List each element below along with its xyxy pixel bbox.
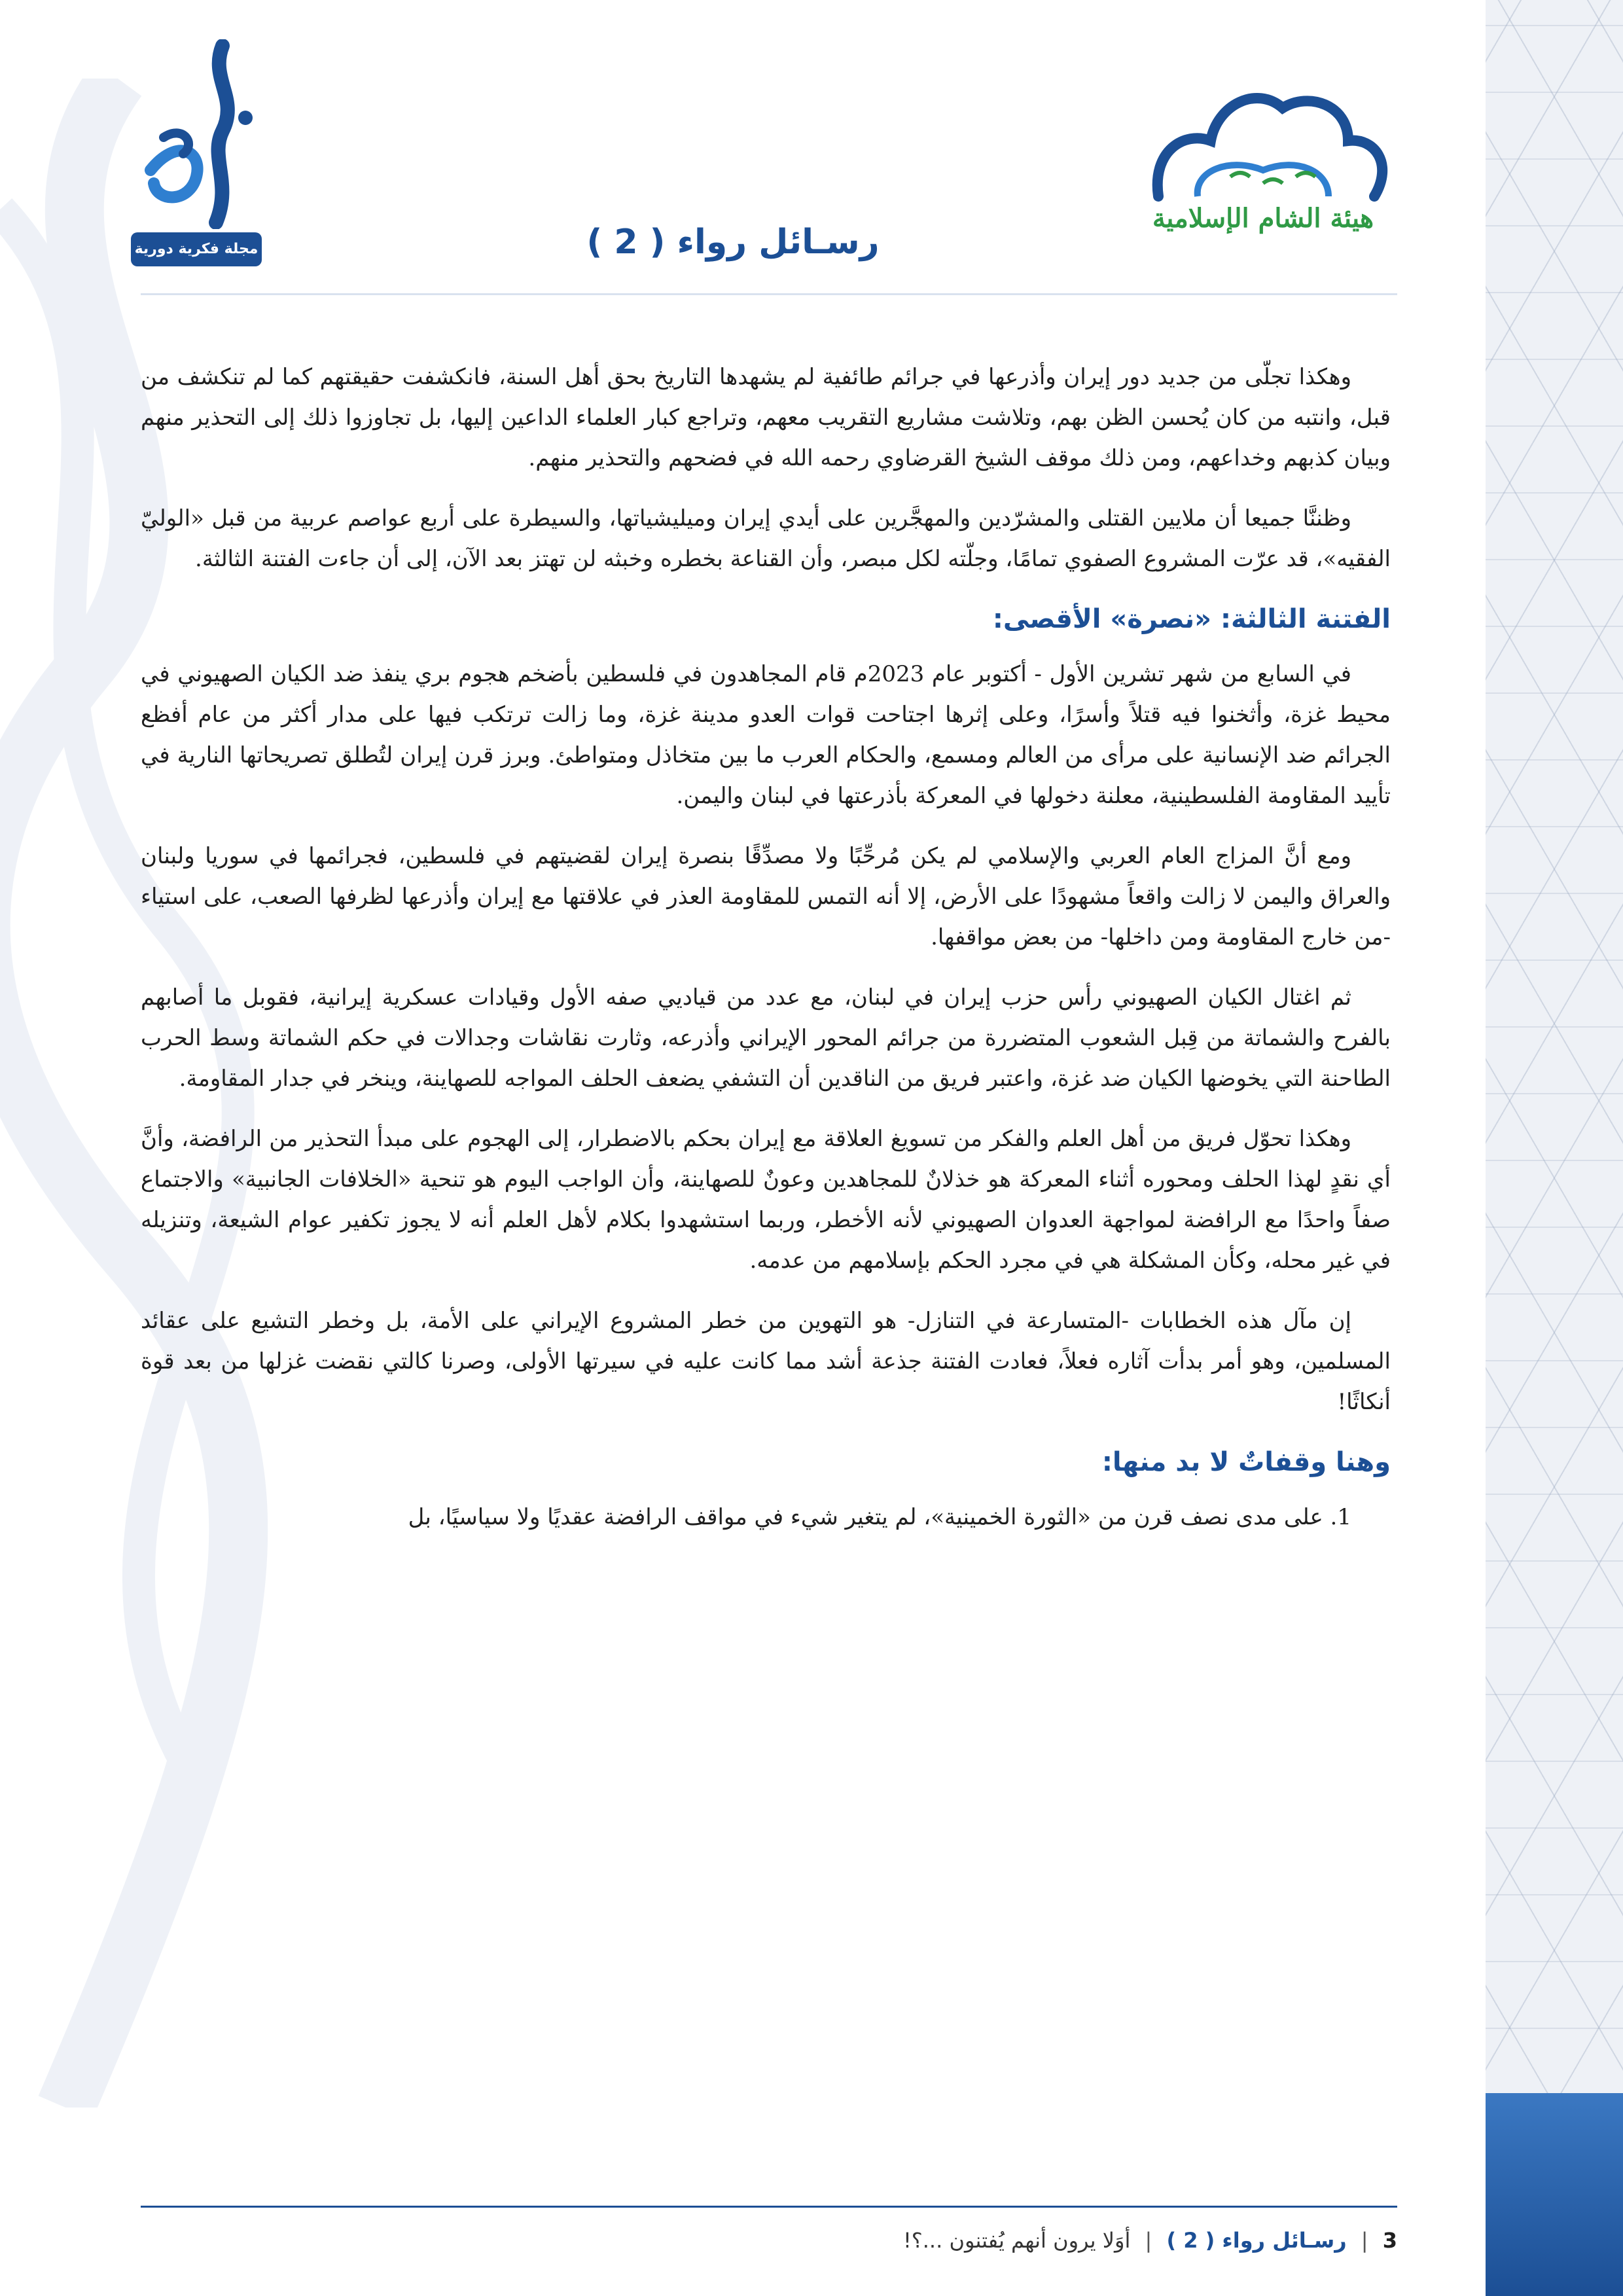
footer-separator: | [1145,2228,1152,2253]
magazine-tag: مجلة فكرية دورية [131,232,262,266]
decorative-strip-block [1486,2093,1623,2296]
paragraph: ومع أنَّ المزاج العام العربي والإسلامي لم يكن مُرحِّبًا ولا مصدِّقًا بنصرة إيران لقضيتهم في فلسطين، فجرائمها في سوريا ولبنان والعراق واليمن لا زالت واقعاً مشهودًا على الأرض، إلا أنه التمس للمقاومة العذر في علاقتها مع إيران وأذرعها لظرفها الصعب، على استياء -من خارج المقاومة ومن داخلها- من بعض مواقفها. [141,843,1391,950]
paragraph: وظننَّا جميعا أن ملايين القتلى والمشرّدين والمهجَّرين على أيدي إيران وميليشياتها، والسيطرة على أربع عواصم عربية من قبل «الوليّ الفقيه»، قد عرّت المشروع الصفوي تمامًا، وجلّته لكل مبصر، وأن القناعة بخطره وخبثه لن تهتز بعد الآن، إلى أن جاءت الفتنة الثالثة. [141,505,1391,572]
sub-heading: وهنا وقفاتٌ لا بد منها: [1101,1447,1391,1477]
footer-separator: | [1361,2228,1368,2253]
magazine-logo-mark-icon [124,39,275,229]
footer-article-title: أوَلا يرون أنهم يُفتنون ...؟! [902,2228,1131,2253]
paragraph: ثم اغتال الكيان الصهيوني رأس حزب إيران في لبنان، مع عدد من قياديي صفه الأول وقيادات عسكرية إيرانية، فقوبل ما أصابهم بالفرح والشماتة من قِبل الشعوب المتضررة من جرائم المحور الإيراني وأذرعه، وثارت نقاشات وجدالات في حكم الشماتة وسط الحرب الطاحنة التي يخوضها الكيان ضد غزة، واعتبر فريق من الناقدين أن التشفي يضعف الحلف المواجه للصهاينة، وينخر في جدار المقاومة. [141,984,1391,1092]
paragraph: في السابع من شهر تشرين الأول - أكتوبر عام 2023م قام المجاهدون في فلسطين بأضخم هجوم بري ينفذ ضد الكيان الصهيوني في محيط غزة، وأثخنوا فيه قتلاً وأسرًا، وعلى إثرها اجتاحت قوات العدو مدينة غزة، وما زالت ترتكب فيها على مدار أكثر من عام أفظع الجرائم ضد الإنسانية على مرأى من العالم ومسمع، والحكام العرب ما بين متخاذل ومتواطئ. وبرز قرن إيران لتُطلق تصريحاتها النارية في تأييد المقاومة الفلسطينية، معلنة دخولها في المعركة بأذرعتها في لبنان واليمن. [141,661,1391,809]
page-title: رسـائل رواء ( 2 ) [586,223,880,262]
decorative-side-strip [1486,0,1623,2296]
paragraph: وهكذا تحوّل فريق من أهل العلم والفكر من تسويغ العلاقة مع إيران بحكم بالاضطرار، إلى الهجوم على مبدأ التحذير من الرافضة، وأنَّ أي نقدٍ لهذا الحلف ومحوره أثناء المعركة هو خذلانٌ للمجاهدين وعونٌ للصهاينة، وأن الواجب اليوم هو تنحية «الخلافات الجانبية» والاجتماع صفاً واحدًا مع الرافضة لمواجهة العدوان الصهيوني لأنه الأخطر، وربما استشهدوا بكلام لأهل العلم أنه لا يجوز تكفير عوام الشيعة، وتنزيله في غير محله، وكأن المشكلة هي في مجرد الحكم بإسلامهم من عدمه. [141,1126,1391,1274]
section-heading: الفتنة الثالثة: «نصرة» الأقصى: [992,604,1391,634]
footer-divider [141,2206,1397,2208]
footer-series-title: رسـائل رواء ( 2 ) [1166,2228,1347,2253]
page-number: 3 [1382,2228,1397,2253]
article-body [141,357,1391,1557]
mosque-domes-icon [1132,79,1394,203]
page-footer [141,2228,1397,2253]
paragraph: وهكذا تجلّى من جديد دور إيران وأذرعها في جرائم طائفية لم يشهدها التاريخ بحق أهل السنة، فانكشفت حقيقتهم كما لم تنكشف من قبل، وانتبه من كان يُحسن الظن بهم، وتلاشت مشاريع التقريب معهم، وتراجع كبار العلماء الداعين إليها، بل تجاوزوا ذلك إلى التحذير منهم وبيان كذبهم وخداعهم، ومن ذلك موقف الشيخ القرضاوي رحمه الله في فضحهم والتحذير منهم. [141,364,1391,471]
organization-name: هيئة الشام الإسلامية [1152,203,1374,234]
organization-logo [1132,79,1394,262]
magazine-logo [124,39,275,275]
paragraph: إن مآل هذه الخطابات -المتسارعة في التنازل- هو التهوين من خطر المشروع الإيراني على الأمة، بل وخطر التشيع على عقائد المسلمين، وهو أمر بدأت آثاره فعلاً، فعادت الفتنة جذعة أشد مما كانت عليه في سيرتها الأولى، وصرنا كالتي نقضت غزلها من بعد قوة أنكاثًا! [141,1308,1391,1415]
list-item: 1. على مدى نصف قرن من «الثورة الخمينية»، لم يتغير شيء في مواقف الرافضة عقديًا ولا سياسيًا، بل [408,1504,1351,1530]
title-divider [141,293,1397,295]
